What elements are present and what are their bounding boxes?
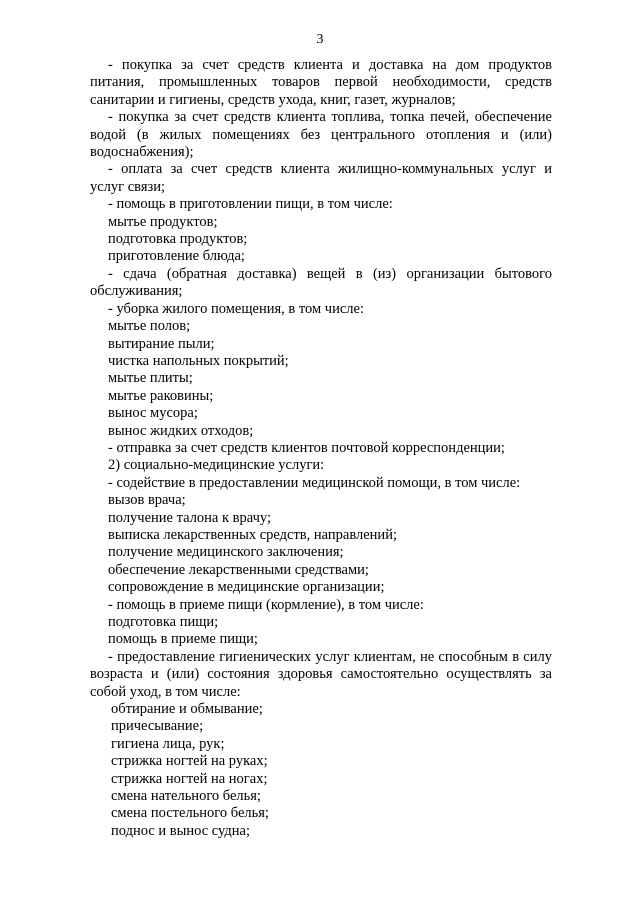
paragraph: - предоставление гигиенических услуг клиентам, не способным в силу возраста и (или) состояния здоровья самостоятельно осуществлять за собой уход, в том числе: [90,648,552,700]
paragraph: - содействие в предоставлении медицинской помощи, в том числе: [108,474,521,491]
list-item: подготовка пищи; [108,614,219,630]
list-item: вытирание пыли; [108,335,215,352]
paragraph: - оплата за счет средств клиента жилищно-коммунальных услуг и услуг связи; [90,161,552,195]
list-item: вызов врача; [108,492,186,509]
list-item: мытье плиты; [108,370,193,387]
list-item: обтирание и обмывание; [111,701,263,718]
list-item: стрижка ногтей на ногах; [111,770,268,787]
list-item: выписка лекарственных средств, направлений; [108,526,397,543]
list-item: обеспечение лекарственными средствами; [108,561,369,578]
list-item: сопровождение в медицинские организации; [108,579,385,596]
list-item: получение медицинского заключения; [108,544,344,561]
list-item: вынос жидких отходов; [108,422,254,439]
paragraph: - помощь в приготовлении пищи, в том числе: [108,196,393,213]
list-item: причесывание; [111,718,204,735]
list-item: получение талона к врачу; [108,509,271,526]
list-item: поднос и вынос судна; [111,822,250,839]
paragraph: - уборка жилого помещения, в том числе: [108,300,364,317]
section-heading: 2) социально-медицинские услуги: [108,457,325,474]
list-item: приготовление блюда; [108,248,245,265]
list-item: чистка напольных покрытий; [108,352,289,369]
paragraph: - помощь в приеме пищи (кормление), в том числе: [108,596,424,613]
list-item: гигиена лица, рук; [111,735,225,752]
list-item: подготовка продуктов; [108,231,248,248]
list-item: мытье раковины; [108,387,214,404]
list-item: мытье полов; [108,318,191,335]
list-item: помощь в приеме пищи; [108,631,258,648]
paragraph: - покупка за счет средств клиента и доставка на дом продуктов питания, промышленных товаров первой необходимости, средств санитарии и гигиены, средств ухода, книг, газет, журналов; [90,57,552,108]
paragraph: - отправка за счет средств клиентов почтовой корреспонденции; [108,439,505,456]
paragraph: - сдача (обратная доставка) вещей в (из) организации бытового обслуживания; [90,265,552,300]
list-item: стрижка ногтей на руках; [111,753,268,770]
document-body [90,57,552,840]
list-item: мытье продуктов; [108,213,218,230]
page-number: 3 [316,32,324,47]
list-item: вынос мусора; [108,405,198,422]
list-item: смена постельного белья; [111,805,269,822]
list-item: смена нательного белья; [111,788,261,805]
paragraph: - покупка за счет средств клиента топлива, топка печей, обеспечение водой (в жилых помещениях без центрального отопления и (или) водоснабжения); [90,109,552,161]
